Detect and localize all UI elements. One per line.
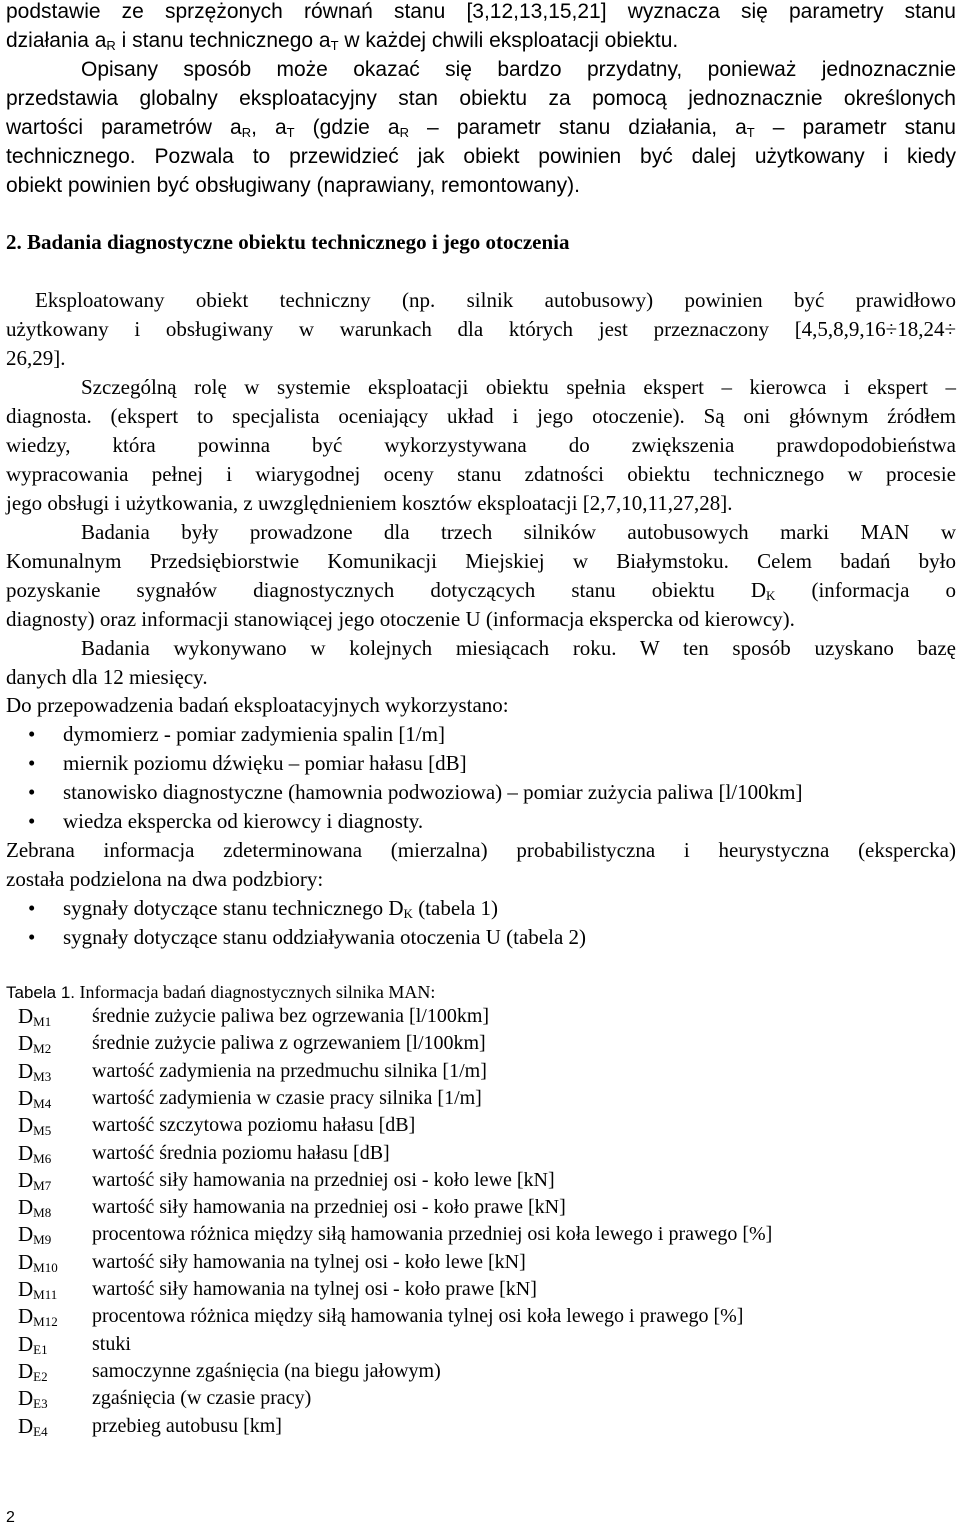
bullet-icon: • [28, 809, 36, 833]
signal-description: wartość siły hamowania na przedniej osi - koło lewe [kN] [92, 1168, 555, 1191]
paragraph-line: użytkowany i obsługiwany w warunkach dla których jest przeznaczony [4,5,8,9,16÷18,24÷ [6, 317, 956, 341]
paragraph-line: Zebrana informacja zdeterminowana (mierzalna) probabilistyczna i heurystyczna (ekspercka) [6, 838, 956, 862]
signal-description: wartość siły hamowania na przedniej osi - koło prawe [kN] [92, 1196, 566, 1219]
section-heading [6, 228, 956, 257]
bullet-icon: • [28, 751, 36, 775]
signal-code: $D_{M11}$ [18, 1277, 58, 1302]
paragraph-line: Szczególną rolę w systemie eksploatacji obiektu spełnia ekspert – kierowca i ekspert – [81, 375, 956, 399]
page-number: 2 [6, 1509, 15, 1526]
paragraph-line: została podzielona na dwa podzbiory: [6, 867, 324, 891]
signal-code: $D_{E3}$ [18, 1386, 48, 1412]
signal-code: $D_{M9}$ [18, 1222, 52, 1248]
signal-description: przebieg autobusu [km] [92, 1414, 282, 1437]
paragraph-line: 26,29]. [6, 346, 66, 370]
signal-description: wartość zadymienia w czasie pracy silnika [1/m] [92, 1086, 482, 1109]
paragraph-line: wiedzy, która powinna być wykorzystywana do zwiększenia prawdopodobieństwa [6, 433, 956, 457]
signal-description: samoczynne zgaśnięcia (na biegu jałowym) [92, 1359, 441, 1382]
paragraph-line: Komunalnym Przedsiębiorstwie Komunikacji Miejskiej w Białymstoku. Celem badań było [6, 549, 956, 573]
paragraph-line: Badania były prowadzone dla trzech silników autobusowych marki MAN w [81, 520, 956, 544]
signal-code: $D_{E4}$ [18, 1413, 48, 1439]
bullet-icon: • [28, 722, 36, 746]
signal-code: $D_{M4}$ [18, 1085, 52, 1111]
paragraph-line: obiekt powinien być obsługiwany (naprawiany, remontowany). [6, 174, 580, 197]
signal-description: średnie zużycie paliwa z ogrzewaniem [l/100km] [92, 1032, 486, 1055]
paragraph-line: Opisany sposób może okazać się bardzo przydatny, ponieważ jednoznacznie [81, 58, 956, 81]
paragraph-line: Do przepowadzenia badań eksploatacyjnych wykorzystano: [6, 693, 509, 717]
section-number: 2. [6, 230, 22, 254]
signal-code: $D_{E2}$ [18, 1358, 48, 1384]
signal-description: wartość siły hamowania na tylnej osi - koło lewe [kN] [92, 1250, 526, 1273]
signal-description: wartość szczytowa poziomu hałasu [dB] [92, 1114, 416, 1137]
bullet-icon: • [28, 896, 36, 920]
signal-description: procentowa różnica między siłą hamowania tylnej osi koła lewego i prawego [%] [92, 1305, 744, 1328]
signal-description: procentowa różnica między siłą hamowania przedniej osi koła lewego i prawego [%] [92, 1223, 773, 1246]
signal-code: $D_{M8}$ [18, 1195, 52, 1221]
paragraph-line: technicznego. Pozwala to przewidzieć jak obiekt powinien być dalej użytkowany i kiedy [6, 145, 956, 168]
bullet-icon: • [28, 925, 36, 949]
signal-description: średnie zużycie paliwa bez ogrzewania [l/100km] [92, 1005, 490, 1027]
paragraph-line: Badania wykonywano w kolejnych miesiącach roku. W ten sposób uzyskano bazę [81, 636, 956, 660]
section-title: Badania diagnostyczne obiektu technicznego i jego otoczenia [27, 230, 570, 254]
paragraph-line: podstawie ze sprzężonych równań stanu [3,12,13,15,21] wyznacza się parametry stanu [6, 0, 956, 23]
paragraph-line: Eksploatowany obiekt techniczny (np. silnik autobusowy) powinien być prawidłowo [35, 288, 956, 312]
paragraph-line: jego obsługi i użytkowania, z uwzględnieniem kosztów eksploatacji [2,7,10,11,27,28]. [6, 491, 733, 515]
paragraph-line: diagnosta. (ekspert to specjalista oceniający układ i jego otoczenie). Są oni głównym źródłem [6, 404, 956, 428]
paragraph-line: działania $a_R$ i stanu technicznego $a_T$ w każdej chwili eksploatacji obiektu. [6, 29, 679, 53]
signal-code: $D_{M3}$ [18, 1058, 52, 1084]
signal-code: $D_{M5}$ [18, 1113, 52, 1139]
paragraph-line: diagnosty) oraz informacji stanowiącej jego otoczenie U (informacja ekspercka od kierowcy). [6, 607, 795, 631]
signal-code: $D_{M2}$ [18, 1031, 52, 1057]
paragraph-line: wartości parametrów $a_R$, $a_T$ (gdzie $a_R$ – parametr stanu działania, $a_T$ – parametr stanu [6, 116, 956, 140]
signal-description: wartość średnia poziomu hałasu [dB] [92, 1141, 390, 1164]
signal-description: wartość siły hamowania na tylnej osi - koło prawe [kN] [92, 1278, 537, 1300]
paragraph-line: danych dla 12 miesięcy. [6, 665, 208, 689]
paragraph-line: pozyskanie sygnałów diagnostycznych dotyczących stanu obiektu $D_K$ (informacja o [6, 578, 956, 603]
signal-description: zgaśnięcia (w czasie pracy) [92, 1387, 312, 1410]
signal-code: $D_{E1}$ [18, 1331, 48, 1357]
signal-code: $D_{M1}$ [18, 1004, 52, 1029]
table-caption: Tabela 1. Informacja badań diagnostycznych silnika MAN: [6, 982, 436, 1002]
table [6, 1003, 956, 1443]
signal-code: $D_{M10}$ [18, 1249, 58, 1275]
signal-description: stuki [92, 1332, 131, 1355]
signal-code: $D_{M6}$ [18, 1140, 52, 1166]
paragraph-line: wypracowania pełnej i wiarygodnej oceny stanu zdatności obiektu technicznego w procesie [6, 462, 956, 486]
signal-code: $D_{M7}$ [18, 1167, 52, 1193]
paragraph-line: przedstawia globalny eksploatacyjny stan obiektu za pomocą jednoznacznie określonych [6, 87, 956, 110]
bullet-icon: • [28, 780, 36, 804]
signal-code: $D_{M12}$ [18, 1304, 58, 1330]
signal-description: wartość zadymienia na przedmuchu silnika [1/m] [92, 1059, 487, 1082]
